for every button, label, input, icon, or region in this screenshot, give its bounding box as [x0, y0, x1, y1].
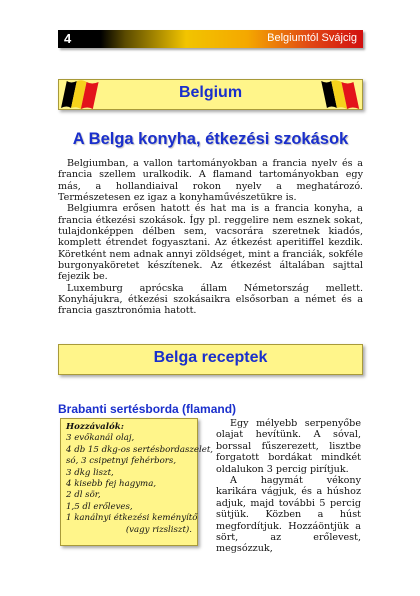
belgian-flag-right-icon [317, 80, 362, 109]
ingredient-item: 3 dkg liszt, [66, 467, 114, 478]
recipe-step: Egy mélyebb serpenyőbe olajat hevítünk. A sóval, borssal fűszerezett, lisztbe forgatott bordákat mindkét oldalukon 3 percig pirítjuk. [216, 418, 361, 475]
ingredients-box [60, 418, 214, 546]
ingredient-item: 1,5 dl erőleves, [66, 501, 133, 512]
paragraph: Luxemburg aprócska állam Németország mellett. Konyhájukra, étkezési szokásaikra elsősorban a német és a francia gasztronómia hatott. [58, 282, 363, 317]
page-number: 4 [64, 31, 72, 46]
ingredient-item: 4 kisebb fej hagyma, [66, 479, 157, 490]
recipe-steps [216, 418, 361, 555]
ingredient-item: (vagy rizsliszt). [125, 524, 192, 535]
paragraph: Belgiumra erősen hatott és hat ma is a francia konyha, a francia étkezési szokások. Így pl. reggelire nem esznek sokat, tulajdonképpen délben sem, vacsorára szeretnek kiadós, komplett étrendet fogyasztani. Az étkezést aperitiffel kezdik. Köretként nem adnak annyi zöldséget, mint a franciák, sokféle burgonyaköretet készítenek. Az étkezést általában sajttal fejezik be. [58, 203, 363, 283]
recipe-title: Brabanti sertésborda (flamand) [58, 402, 237, 416]
recipes-banner-title: Belga receptek [153, 349, 268, 366]
paragraph: Belgiumban, a vallon tartományokban a francia nyelv és a francia szellem uralkodik. A flamand tartományokban egy más, a hollandiaival rokon nyelv a meghatározó. Természetesen ez igaz a konyhaművészetükre is. [58, 158, 363, 204]
running-title: Belgiumtól Svájcig [267, 32, 357, 44]
recipes-banner [58, 344, 363, 375]
ingredient-item: 1 kanálnyi étkezési keményítő [66, 513, 198, 524]
ingredient-item: 2 dl sör, [66, 490, 101, 501]
belgium-banner-title: Belgium [178, 84, 243, 101]
belgium-banner [58, 79, 363, 110]
section-title: A Belga konyha, étkezési szokások [72, 130, 349, 148]
ingredient-item: 3 evőkanál olaj, [66, 433, 135, 444]
ingredient-item: só, 3 csipetnyi fehérbors, [66, 456, 177, 467]
article-body [58, 158, 363, 317]
ingredients-heading: Hozzávalók: [66, 422, 124, 432]
ingredient-item: 4 db 15 dkg-os sertésbordaszelet, [66, 444, 214, 455]
recipe-step: A hagymát vékony karikára vágjuk, és a húshoz adjuk, majd további 5 percig sütjük. Közben a húst megfordítjuk. Hozzáöntjük a sört, az erőlevest, megsózzuk, [216, 475, 361, 555]
page-header-bar [58, 30, 363, 48]
